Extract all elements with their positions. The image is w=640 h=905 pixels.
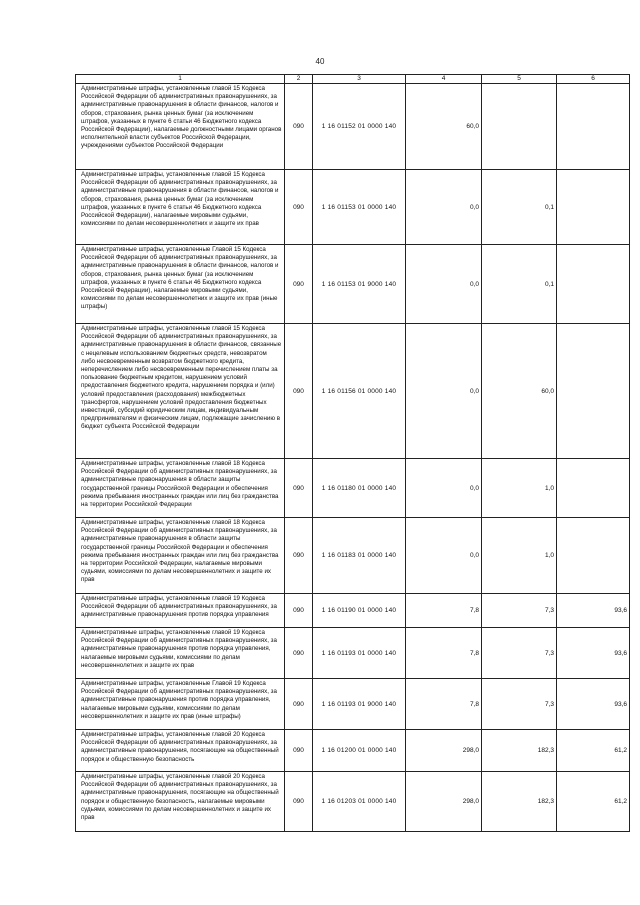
row-executed: 1,0 bbox=[482, 518, 557, 594]
table-row bbox=[76, 245, 630, 324]
row-plan: 0,0 bbox=[406, 324, 482, 459]
row-plan: 7,8 bbox=[406, 628, 482, 679]
row-budget-code: 1 16 01183 01 0000 140 bbox=[313, 518, 406, 594]
table-row bbox=[76, 730, 630, 772]
row-plan: 298,0 bbox=[406, 730, 482, 772]
row-description: Административные штрафы, установленные Главой 15 Кодекса Российской Федерации об административных правонарушениях, за административные правонарушения в области финансов, налогов и сборов, страхования, рынка ценных бумаг (за исключением штрафов, указанных в пункте 6 статьи 46 Бюджетного кодекса Российской Федерации), налагаемые мировыми судьями, комиссиями по делам несовершеннолетних и защите их прав (иные штрафы) bbox=[76, 245, 285, 324]
row-percent bbox=[557, 245, 630, 324]
row-admin-code: 090 bbox=[285, 84, 313, 170]
row-admin-code: 090 bbox=[285, 772, 313, 832]
row-executed: 7,3 bbox=[482, 628, 557, 679]
row-percent bbox=[557, 518, 630, 594]
header-col-5: 5 bbox=[482, 75, 557, 84]
row-description: Административные штрафы, установленные главой 15 Кодекса Российской Федерации об административных правонарушениях, за административные правонарушения в области финансов, налогов и сборов, страхования, рынка ценных бумаг (за исключением штрафов, указанных в пункте 6 статьи 46 Бюджетного кодекса Российской Федерации), налагаемые мировыми судьями, комиссиями по делам несовершеннолетних и защите их прав bbox=[76, 170, 285, 245]
row-plan: 7,8 bbox=[406, 679, 482, 730]
row-executed: 7,3 bbox=[482, 594, 557, 628]
row-description: Административные штрафы, установленные Главой 19 Кодекса Российской Федерации об административных правонарушениях, за административные правонарушения против порядка управления, налагаемые мировыми судьями, комиссиями по делам несовершеннолетних и защите их прав (иные штрафы) bbox=[76, 679, 285, 730]
table-row bbox=[76, 84, 630, 170]
header-col-4: 4 bbox=[406, 75, 482, 84]
row-percent: 93,6 bbox=[557, 628, 630, 679]
row-description: Административные штрафы, установленные главой 15 Кодекса Российской Федерации об административных правонарушениях, за административные правонарушения в области финансов, налогов и сборов, страхования, рынка ценных бумаг (за исключением штрафов, указанных в пункте 6 статьи 46 Бюджетного кодекса Российской Федерации), налагаемые должностными лицами органов исполнительной власти субъектов Российской Федерации, учреждениями субъектов Российской Федерации bbox=[76, 84, 285, 170]
table-row bbox=[76, 772, 630, 832]
row-executed bbox=[482, 84, 557, 170]
row-percent bbox=[557, 459, 630, 518]
row-admin-code: 090 bbox=[285, 730, 313, 772]
row-executed: 0,1 bbox=[482, 170, 557, 245]
row-executed: 0,1 bbox=[482, 245, 557, 324]
row-admin-code: 090 bbox=[285, 324, 313, 459]
table-row bbox=[76, 594, 630, 628]
row-budget-code: 1 16 01153 01 9000 140 bbox=[313, 245, 406, 324]
row-description: Административные штрафы, установленные главой 15 Кодекса Российской Федерации об административных правонарушениях, за административные правонарушения в области финансов, связанные с нецелевым использованием бюджетных средств, невозвратом либо несвоевременным возвратом бюджетного кредита, неперечислением либо несвоевременным перечислением платы за пользование бюджетным кредитом, нарушением условий предоставления бюджетного кредита, нарушением порядка и (или) условий предоставления (расходования) межбюджетных трансфертов, нарушением условий предоставления бюджетных инвестиций, субсидий юридическим лицам, индивидуальным предпринимателям и физическим лицам, подлежащие зачислению в бюджет субъекта Российской Федерации bbox=[76, 324, 285, 459]
row-executed: 1,0 bbox=[482, 459, 557, 518]
row-budget-code: 1 16 01190 01 0000 140 bbox=[313, 594, 406, 628]
row-budget-code: 1 16 01200 01 0000 140 bbox=[313, 730, 406, 772]
row-budget-code: 1 16 01156 01 0000 140 bbox=[313, 324, 406, 459]
row-executed: 7,3 bbox=[482, 679, 557, 730]
row-budget-code: 1 16 01153 01 0000 140 bbox=[313, 170, 406, 245]
table-row bbox=[76, 518, 630, 594]
row-plan: 0,0 bbox=[406, 518, 482, 594]
row-budget-code: 1 16 01203 01 0000 140 bbox=[313, 772, 406, 832]
row-percent bbox=[557, 324, 630, 459]
row-admin-code: 090 bbox=[285, 245, 313, 324]
header-col-6: 6 bbox=[557, 75, 630, 84]
row-admin-code: 090 bbox=[285, 170, 313, 245]
row-plan: 60,0 bbox=[406, 84, 482, 170]
row-description: Административные штрафы, установленные главой 19 Кодекса Российской Федерации об административных правонарушениях, за административные правонарушения против порядка управления bbox=[76, 594, 285, 628]
row-description: Административные штрафы, установленные главой 20 Кодекса Российской Федерации об административных правонарушениях, за административные правонарушения, посягающие на общественный порядок и общественную безопасность, налагаемые мировыми судьями, комиссиями по делам несовершеннолетних и защите их прав bbox=[76, 772, 285, 832]
header-col-2: 2 bbox=[285, 75, 313, 84]
row-executed: 182,3 bbox=[482, 772, 557, 832]
row-budget-code: 1 16 01180 01 0000 140 bbox=[313, 459, 406, 518]
page-number: 40 bbox=[315, 57, 325, 66]
row-plan: 298,0 bbox=[406, 772, 482, 832]
row-admin-code: 090 bbox=[285, 679, 313, 730]
row-admin-code: 090 bbox=[285, 594, 313, 628]
row-plan: 7,8 bbox=[406, 594, 482, 628]
table-row bbox=[76, 679, 630, 730]
row-percent: 93,6 bbox=[557, 679, 630, 730]
table-row bbox=[76, 459, 630, 518]
table-row bbox=[76, 324, 630, 459]
row-description: Административные штрафы, установленные главой 20 Кодекса Российской Федерации об административных правонарушениях, за административные правонарушения, посягающие на общественный порядок и общественную безопасность bbox=[76, 730, 285, 772]
table-row bbox=[76, 170, 630, 245]
row-budget-code: 1 16 01193 01 0000 140 bbox=[313, 628, 406, 679]
header-row bbox=[76, 75, 630, 84]
row-admin-code: 090 bbox=[285, 628, 313, 679]
table-row bbox=[76, 628, 630, 679]
row-executed: 182,3 bbox=[482, 730, 557, 772]
row-plan: 0,0 bbox=[406, 459, 482, 518]
header-col-3: 3 bbox=[313, 75, 406, 84]
row-description: Административные штрафы, установленные главой 19 Кодекса Российской Федерации об административных правонарушениях, за административные правонарушения против порядка управления, налагаемые мировыми судьями, комиссиями по делам несовершеннолетних и защите их прав bbox=[76, 628, 285, 679]
row-description: Административные штрафы, установленные главой 18 Кодекса Российской Федерации об административных правонарушениях, за административные правонарушения в области защиты государственной границы Российской Федерации и обеспечения режима пребывания иностранных граждан или лиц без гражданства на территории Российской Федерации, налагаемые мировыми судьями, комиссиями по делам несовершеннолетних и защите их прав bbox=[76, 518, 285, 594]
row-executed: 60,0 bbox=[482, 324, 557, 459]
row-admin-code: 090 bbox=[285, 518, 313, 594]
row-budget-code: 1 16 01193 01 9000 140 bbox=[313, 679, 406, 730]
row-percent: 61,2 bbox=[557, 772, 630, 832]
row-description: Административные штрафы, установленные главой 18 Кодекса Российской Федерации об административных правонарушениях, за административные правонарушения в области защиты государственной границы Российской Федерации и обеспечения режима пребывания иностранных граждан или лиц без гражданства на территории Российской Федерации bbox=[76, 459, 285, 518]
revenue-table bbox=[75, 74, 630, 832]
row-plan: 0,0 bbox=[406, 245, 482, 324]
header-col-1: 1 bbox=[76, 75, 285, 84]
row-percent bbox=[557, 170, 630, 245]
row-percent: 93,6 bbox=[557, 594, 630, 628]
row-plan: 0,0 bbox=[406, 170, 482, 245]
row-percent bbox=[557, 84, 630, 170]
row-budget-code: 1 16 01152 01 0000 140 bbox=[313, 84, 406, 170]
row-admin-code: 090 bbox=[285, 459, 313, 518]
row-percent: 61,2 bbox=[557, 730, 630, 772]
